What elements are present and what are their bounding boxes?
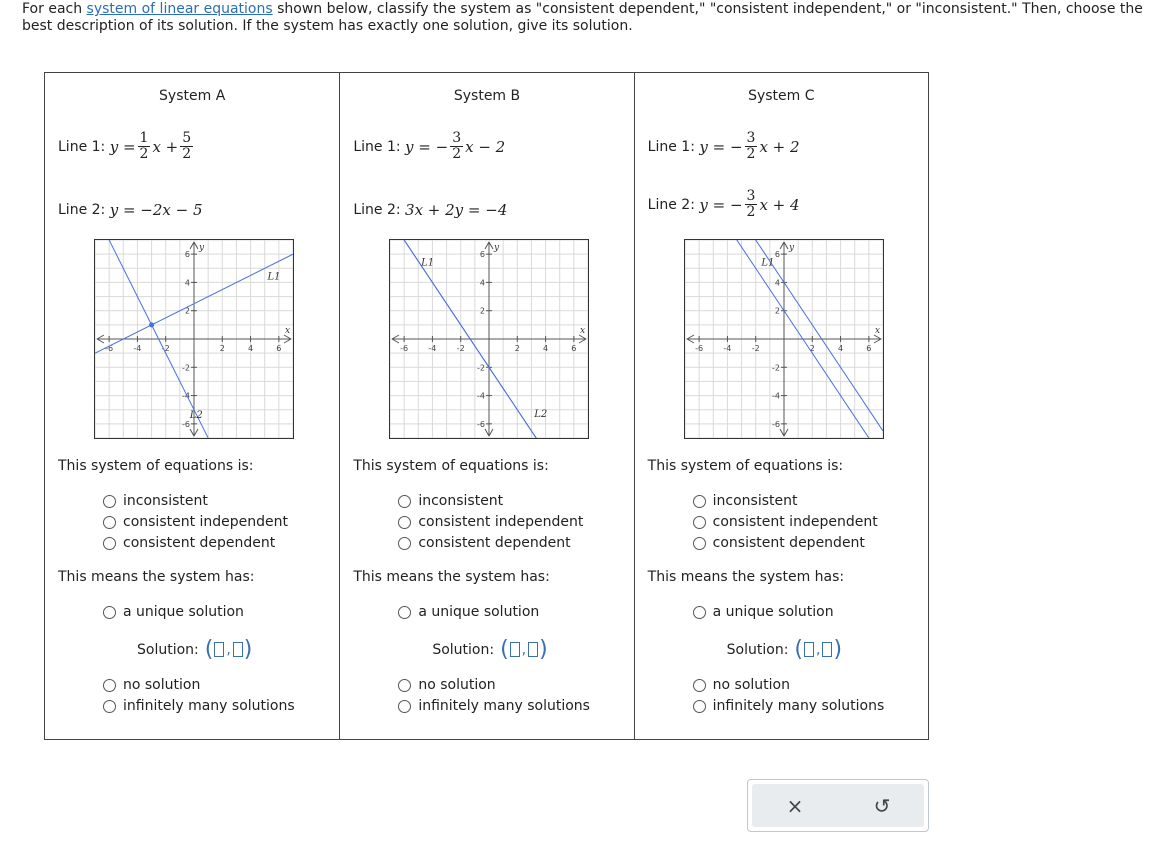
line1-mid: x + — [152, 137, 179, 156]
denominator: 2 — [746, 146, 756, 162]
system-b-graph — [389, 239, 589, 439]
radio-button[interactable] — [693, 537, 706, 550]
radio-button[interactable] — [103, 679, 116, 692]
option-label: inconsistent — [712, 493, 798, 509]
solution-y-input[interactable] — [233, 642, 243, 657]
answer-toolbar — [747, 779, 929, 832]
x-tick-label: 4 — [837, 344, 843, 353]
clear-button[interactable] — [780, 791, 810, 821]
denominator: 2 — [139, 146, 149, 162]
system-c-line2 — [648, 189, 800, 220]
system-c-option-inconsistent[interactable] — [693, 493, 798, 509]
line2-prefix: y = − — [699, 195, 743, 214]
solution-label: Solution: — [432, 641, 495, 658]
solution-y-input[interactable] — [822, 642, 832, 657]
y-tick-label: -2 — [771, 363, 780, 373]
option-label: consistent independent — [712, 514, 878, 530]
radio-button[interactable] — [693, 700, 706, 713]
instructions — [22, 1, 1147, 35]
system-a-line2 — [58, 201, 203, 219]
fraction — [745, 189, 758, 220]
option-label: inconsistent — [418, 493, 504, 509]
reset-button[interactable] — [867, 791, 897, 821]
numerator: 1 — [139, 130, 149, 146]
line2-text: y = −2x − 5 — [109, 201, 203, 219]
radio-button[interactable] — [693, 606, 706, 619]
system-c-option-consistent-independent[interactable] — [693, 514, 878, 530]
option-label: a unique solution — [123, 604, 244, 620]
classify-prompt: This system of equations is: — [58, 458, 254, 474]
x-tick-label: -4 — [133, 344, 142, 353]
line2-label: Line 2: — [353, 202, 401, 218]
radio-button[interactable] — [398, 537, 411, 550]
system-c-solution — [727, 637, 842, 662]
x-tick-label: 4 — [248, 344, 254, 353]
line2-label: Line 2: — [58, 202, 106, 218]
solution-x-input[interactable] — [804, 642, 814, 657]
system-c-line1 — [648, 131, 800, 162]
radio-button[interactable] — [398, 606, 411, 619]
line-label-l1: L1 — [761, 257, 775, 269]
option-label: a unique solution — [712, 604, 834, 620]
systems-table — [44, 72, 929, 740]
radio-button[interactable] — [103, 495, 116, 508]
system-b-option-inconsistent[interactable] — [398, 493, 503, 509]
y-tick-label: -6 — [182, 419, 190, 429]
solution-input-group: ( , ) — [204, 637, 253, 662]
y-tick-label: 4 — [774, 278, 780, 288]
radio-button[interactable] — [103, 516, 116, 529]
x-tick-label: 2 — [515, 344, 521, 353]
y-axis-label: y — [788, 243, 794, 253]
system-b-option-consistent-independent[interactable] — [398, 514, 583, 530]
x-tick-label: -6 — [694, 344, 703, 353]
numerator: 5 — [182, 130, 192, 146]
line1-label: Line 1: — [58, 138, 106, 155]
solution-input-group: ( , ) — [500, 637, 548, 662]
option-label: infinitely many solutions — [418, 698, 590, 714]
solution-input-group: ( , ) — [794, 637, 843, 662]
means-prompt: This means the system has: — [647, 569, 845, 585]
x-tick-label: -2 — [751, 344, 760, 353]
system-c-option-consistent-dependent[interactable] — [693, 535, 865, 551]
x-tick-label: 6 — [276, 344, 282, 353]
option-label: consistent dependent — [418, 535, 571, 551]
x-tick-label: 2 — [219, 344, 225, 353]
x-axis-label: x — [285, 326, 291, 336]
numerator: 3 — [452, 130, 462, 146]
x-axis-label: x — [874, 326, 880, 336]
option-label: no solution — [418, 677, 496, 693]
system-c-graph — [684, 239, 884, 439]
system-b-line2 — [353, 201, 507, 219]
system-b-solution — [432, 637, 547, 662]
system-c-option-unique[interactable] — [693, 604, 834, 620]
line2-mid: x + 4 — [759, 195, 800, 214]
y-tick-label: 2 — [480, 306, 486, 316]
instructions-text-after: shown below, classify the system as "consistent dependent," "consistent independent," or "inconsistent." Then, choose the best description of its solution. If the system has exactly one solution, give its solution. — [22, 1, 1143, 34]
option-label: inconsistent — [123, 493, 208, 509]
line-label-l2: L2 — [534, 408, 548, 420]
line2-label: Line 2: — [647, 196, 695, 213]
solution-label: Solution: — [137, 641, 199, 658]
system-b-option-no-solution[interactable] — [398, 677, 495, 693]
system-b-title: System B — [453, 88, 521, 104]
x-tick-label: -6 — [400, 344, 409, 353]
system-c-option-infinite[interactable] — [693, 698, 885, 714]
x-tick-label: -2 — [457, 344, 466, 353]
denominator: 2 — [746, 204, 756, 220]
radio-button[interactable] — [693, 679, 706, 692]
y-tick-label: 4 — [184, 278, 190, 288]
line1-prefix: y = − — [405, 137, 449, 156]
classify-prompt: This system of equations is: — [353, 458, 549, 474]
system-a-graph — [94, 239, 294, 439]
option-label: consistent independent — [418, 514, 584, 530]
system-a-option-infinite[interactable] — [103, 698, 295, 714]
option-label: consistent independent — [123, 514, 289, 530]
radio-button[interactable] — [103, 537, 116, 550]
graph-svg — [95, 240, 293, 438]
system-a-line1 — [58, 131, 195, 162]
line-label-l1: L1 — [267, 271, 281, 283]
system-of-linear-equations-link[interactable]: system of linear equations — [86, 1, 273, 17]
y-tick-label: 2 — [184, 306, 190, 316]
option-label: no solution — [712, 677, 790, 693]
toolbar-background — [752, 784, 924, 827]
fraction — [450, 131, 463, 162]
line1-prefix: y = — [109, 137, 136, 156]
radio-button[interactable] — [398, 679, 411, 692]
option-label: infinitely many solutions — [123, 698, 295, 714]
line2-text: 3x + 2y = −4 — [405, 201, 508, 219]
radio-button[interactable] — [693, 495, 706, 508]
line1-mid: x + 2 — [759, 137, 800, 156]
x-tick-label: 4 — [543, 344, 549, 353]
intersection-point — [149, 322, 154, 327]
y-tick-label: -2 — [182, 363, 190, 373]
line1-prefix: y = − — [699, 137, 743, 156]
line-label-l2: L2 — [189, 410, 203, 422]
fraction — [745, 131, 758, 162]
numerator: 3 — [746, 130, 756, 146]
x-tick-label: 6 — [865, 344, 872, 353]
system-a-option-inconsistent[interactable] — [103, 493, 208, 509]
x-axis-label: x — [580, 326, 586, 336]
solution-y-input[interactable] — [528, 642, 538, 657]
system-b-option-infinite[interactable] — [398, 698, 590, 714]
y-tick-label: -6 — [771, 419, 780, 429]
option-label: infinitely many solutions — [712, 698, 885, 714]
y-tick-label: 2 — [774, 306, 780, 316]
y-tick-label: 4 — [480, 278, 486, 288]
y-tick-label: 6 — [774, 250, 780, 260]
solution-x-input[interactable] — [214, 642, 224, 657]
solution-x-input[interactable] — [510, 642, 520, 657]
y-tick-label: -4 — [182, 391, 190, 401]
y-tick-label: -6 — [477, 419, 486, 429]
classify-prompt: This system of equations is: — [647, 458, 844, 474]
y-tick-label: -4 — [771, 391, 780, 401]
line1-mid: x − 2 — [465, 137, 506, 156]
radio-button[interactable] — [103, 606, 116, 619]
denominator: 2 — [452, 146, 462, 162]
system-a-option-no-solution[interactable] — [103, 677, 200, 693]
x-tick-label: -6 — [105, 344, 114, 353]
system-a-option-consistent-dependent[interactable] — [103, 535, 275, 551]
system-c-option-no-solution[interactable] — [693, 677, 790, 693]
graph-svg — [390, 240, 588, 438]
fraction — [138, 131, 151, 162]
system-a-option-consistent-independent[interactable] — [103, 514, 288, 530]
x-tick-label: -4 — [723, 344, 732, 353]
y-tick-label: 6 — [480, 250, 486, 260]
system-a-solution — [137, 637, 252, 662]
line-label-l1: L1 — [421, 257, 435, 269]
close-icon: × — [786, 794, 804, 818]
y-tick-label: -2 — [477, 363, 486, 373]
radio-button[interactable] — [103, 700, 116, 713]
system-b-column — [339, 73, 633, 739]
undo-icon: ↺ — [873, 794, 891, 818]
x-tick-label: -2 — [161, 344, 170, 353]
radio-button[interactable] — [398, 516, 411, 529]
radio-button[interactable] — [398, 495, 411, 508]
option-label: no solution — [123, 677, 201, 693]
option-label: a unique solution — [418, 604, 540, 620]
fraction — [180, 131, 193, 162]
solution-label: Solution: — [726, 641, 789, 658]
numerator: 3 — [746, 188, 756, 204]
x-tick-label: 6 — [571, 344, 577, 353]
means-prompt: This means the system has: — [353, 569, 550, 585]
system-b-option-consistent-dependent[interactable] — [398, 535, 570, 551]
y-axis-label: y — [199, 243, 205, 253]
y-tick-label: 6 — [184, 250, 190, 260]
y-tick-label: -4 — [477, 391, 486, 401]
system-a-option-unique[interactable] — [103, 604, 244, 620]
system-a-column — [45, 73, 339, 739]
system-b-line1 — [353, 131, 505, 162]
x-tick-label: -4 — [428, 344, 437, 353]
line1-label: Line 1: — [647, 138, 695, 155]
system-b-option-unique[interactable] — [398, 604, 539, 620]
x-tick-label: 2 — [809, 344, 815, 353]
means-prompt: This means the system has: — [58, 569, 255, 585]
system-c-column — [634, 73, 928, 739]
system-a-title: System A — [159, 88, 226, 104]
line1-label: Line 1: — [353, 138, 401, 155]
system-c-title: System C — [748, 88, 815, 104]
graph-svg — [685, 240, 883, 438]
y-axis-label: y — [494, 243, 500, 253]
radio-button[interactable] — [693, 516, 706, 529]
radio-button[interactable] — [398, 700, 411, 713]
denominator: 2 — [182, 146, 192, 162]
option-label: consistent dependent — [123, 535, 276, 551]
instructions-text-before: For each — [22, 1, 87, 17]
option-label: consistent dependent — [712, 535, 865, 551]
